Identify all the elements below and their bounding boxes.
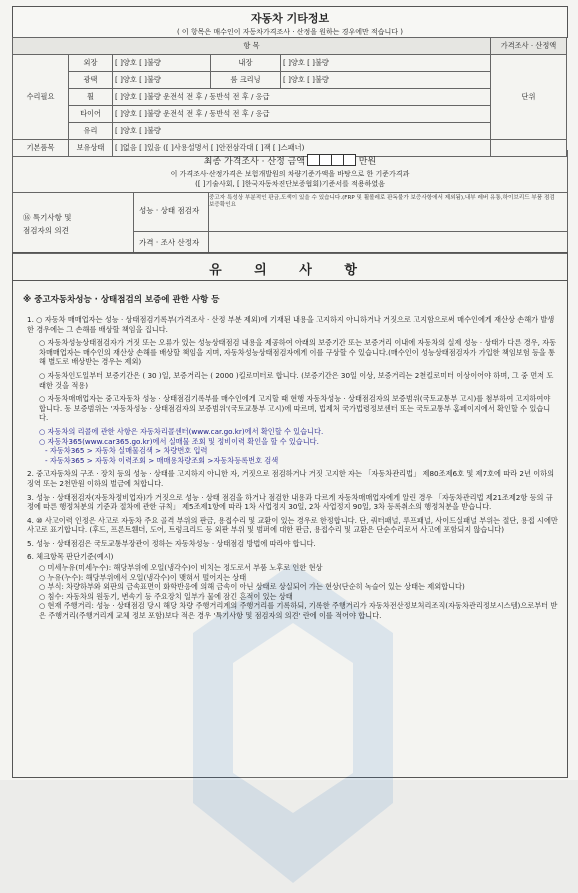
row-value[interactable]: [ ]양호 [ ]불량 (281, 55, 491, 72)
notice-item: 2. 중고자동차의 구조 · 장치 등의 성능 · 상태를 고지하지 아니한 자, 거짓으로 점검하거나 거짓 고지한 자는 「자동차관리법」 제80조제6호 및 제7호에 따라 2년 이하의 징역 또는 2천만원 이하의 벌금에 처합니다. (27, 469, 555, 488)
notice-item: ○ 부식: 차량하부와 외판의 금속표면이 화학반응에 의해 금속이 아닌 상태로 상실되어 가는 현상(단순히 녹슬어 있는 상태는 제외합니다) (39, 582, 465, 592)
row-label: 외장 (69, 55, 113, 72)
final-price-box (12, 150, 568, 193)
price-inspector-label-cell (133, 231, 209, 253)
notice-title: 유 의 사 항 (209, 263, 371, 278)
notice-item: ○ 자동차365(www.car365.go.kr)에서 실매물 조회 및 정비이력 확인을 할 수 있습니다. (39, 436, 319, 446)
table-row (13, 106, 567, 123)
notice-item: 6. 체크항목 판단기준(예시) (27, 552, 114, 562)
price-note-1: 이 가격조사·산정가격은 보험개발원의 차량기준가액을 바탕으로 한 기준가격과 (170, 170, 410, 178)
price-digit-cells[interactable] (308, 154, 356, 169)
notice-section (12, 252, 568, 778)
row-label: 타이어 (69, 106, 113, 123)
final-price-line (13, 154, 567, 169)
page-subtitle: ( 이 항목은 매수인이 자동차가격조사 · 산정을 원하는 경우에만 적습니다 ) (176, 28, 404, 36)
row-value[interactable]: [ ]양호 [ ]불량 (113, 55, 211, 72)
notice-item: 4. ⑩ 사고이력 인정은 사고로 자동차 주요 골격 부위의 판금, 용접수리 및 교환이 있는 경우로 한정합니다. 단, 쿼터패널, 루프패널, 사이드실패널 부위는 절단, 용접 시에만 사고로 표기합니다. (후드, 프론트휀더, 도어, 트렁크리드 등 외판 부위 및 범퍼에 대한 판금, 용접수리 및 교환은 단순수리로서 사고에 포함되지 않습니다) (27, 515, 558, 535)
row-value[interactable]: [ ]없음 [ ]있음 ([ ]사용설명서 [ ]안전삼각대 [ ]잭 [ ]스패너) (113, 140, 491, 157)
notice-item: ○ 미세누유(미세누수): 해당부위에 오일(냉각수)이 비치는 정도로서 부품 노후로 인한 현상 (39, 563, 323, 573)
row-value[interactable]: [ ]양호 [ ]불량 운전석 전 후 / 동반석 전 후 / 응급 (113, 89, 491, 106)
column-header-price: 가격조사 · 산정액 (491, 38, 567, 55)
special-notes-label-1: ⑯ 특기사항 및 (23, 213, 72, 222)
row-label: 유리 (69, 123, 113, 140)
price-unit-cell: 단위 (491, 55, 567, 140)
table-row (13, 89, 567, 106)
table-row (13, 72, 567, 89)
table-row (13, 123, 567, 140)
row-value[interactable]: [ ]양호 [ ]불량 (113, 72, 211, 89)
divider (13, 280, 567, 281)
notice-item: 1. ○ 자동차 매매업자는 성능 · 상태점검기록부(가격조사 · 산정 부분 제외)에 기재된 내용을 고지하지 아니하거나 거짓으로 고지함으로써 매수인에게 재산상 손해가 발생한 경우에는 그 손해를 배상할 책임을 집니다. (27, 315, 555, 334)
special-notes-label-2: 점검자의 의견 (23, 226, 69, 235)
row-label: 휠 (69, 89, 113, 106)
notice-item: - 자동차365 > 자동차 실매물검색 > 차량번호 입력 (45, 446, 208, 456)
price-note-2: ([ ]기술사회, [ ]한국자동차진단보증협회)기준서를 적용하였음 (195, 180, 385, 188)
row-group-basic: 기본품목 (13, 140, 69, 157)
inspector-label-cell (133, 193, 209, 232)
notice-item: 3. 성능 · 상태점검자(자동차정비업자)가 거짓으로 성능 · 상태 점검을 하거나 점검한 내용과 다르게 자동차매매업자에게 알린 경우 「자동차관리법 제21조제2항 등의 규정에 따른 행정처분의 기준과 절차에 관한 규칙」 제5조제1항에 따라 1차 사업정지 30일, 2차 사업정지 90일, 3차 등록취소의 행정처분을 받습니다. (27, 492, 553, 512)
notice-item: ○ 자동차성능상태점검자가 거짓 또는 오류가 있는 성능상태점검 내용을 제공하여 아래의 보증기간 또는 보증거리 이내에 자동차의 실제 성능 · 상태가 다른 경우, 자동차매매업자는 매수인의 재산상 손해를 배상할 책임을 지며, 자동차성능상태점검자에게 이를 구상할 수 있습니다.(매수인이 성능상태점검자가 가입한 책임보험 등을 통해 별도로 배상받는 경우는 제외) (39, 338, 557, 367)
divider (209, 231, 567, 232)
inspector-label: 성능 · 상태 점검자 (139, 206, 200, 215)
row-value[interactable]: [ ]양호 [ ]불량 (281, 72, 491, 89)
condition-table (12, 37, 567, 157)
notice-body (27, 315, 559, 621)
column-header-item: 항 목 (13, 38, 491, 55)
special-notes-section (12, 192, 568, 254)
price-unit: 만원 (358, 157, 377, 167)
row-label: 내장 (211, 55, 281, 72)
notice-item: ○ 누유(누수): 해당부위에서 오일(냉각수)이 맺혀서 떨어지는 상태 (39, 572, 247, 582)
inspector-note: 중고자 특성상 부분적인 판금,도색이 있을 수 있습니다.(FRP 및 휠볼레로 판독불가 보증사항에서 제외됨),내부 레버 유통,하이브리드 부품 점검 보증확인요 (209, 195, 555, 208)
special-notes-label-cell (13, 193, 134, 253)
page-title: 자동차 기타정보 (250, 12, 330, 25)
row-value[interactable]: [ ]양호 [ ]불량 운전석 전 후 / 동반석 전 후 / 응급 (113, 106, 491, 123)
notice-section-heading: ※ 중고자동차성능 · 상태점검의 보증에 관한 사항 등 (23, 295, 220, 305)
notice-item: 5. 성능 · 상태점검은 국토교통부장관이 정하는 자동차성능 · 상태점검 방법에 따라야 합니다. (27, 538, 316, 548)
notice-item: ○ 자동차의 리콜에 관한 사항은 자동차리콜센터(www.car.go.kr)에서 확인할 수 있습니다. (39, 426, 324, 436)
notice-item: ○ 자동차매매업자는 중고자동차 성능 · 상태점검기록부를 매수인에게 고지할 때 현행 자동차성능 · 상태점검자의 보증범위(국토교통부 고시)를 첨부하여 고지하여야 합니다. 동 보증범위는 '자동차성능 · 상태점검자의 보증범위'(국토교통부 고시)에 따르며, 법제처 국가법령정보센터 또는 국토교통부 홈페이지에서 확인할 수 있습니다. (39, 394, 551, 423)
row-label: 룸 크리닝 (211, 72, 281, 89)
notice-item: ○ 침수: 자동차의 원동기, 변속기 등 주요장치 일부가 물에 잠긴 흔적이 있는 상태 (39, 591, 293, 601)
notice-item: ○ 자동차인도일부터 보증기간은 ( 30 )일, 보증거리는 ( 2000 )킬로미터로 합니다. (보증기간은 30일 이상, 보증거리는 2천킬로미터 이상이어야 하며, 그 중 먼저 도래한 것을 적용) (39, 370, 554, 390)
notice-item: ○ 현재 주행거리: 성능 · 상태점검 당시 해당 차량 주행거리계의 주행거리를 기록하되, 기록한 주행거리가 자동차전산정보처리조직(자동차관리정보시스템)으로부터 받은 주행거리(주행거리계 교체 정보 포함)보다 적은 경우 '특기사항 및 점검자의 의견' 란에 이를 적어야 합니다. (39, 601, 558, 621)
row-group-repair: 수리필요 (13, 55, 69, 140)
notice-item: - 자동차365 > 자동차 이력조회 > 매매용차량조회 >자동차등록번호 검색 (45, 455, 279, 465)
row-label: 보유상태 (69, 140, 113, 157)
row-value[interactable]: [ ]양호 [ ]불량 (113, 123, 491, 140)
price-inspector-label: 가격 · 조사 산정자 (139, 238, 200, 247)
table-row (13, 55, 567, 72)
row-label: 광택 (69, 72, 113, 89)
header-box (12, 6, 568, 38)
final-price-label: 최종 가격조사 · 산정 금액 (203, 157, 306, 167)
